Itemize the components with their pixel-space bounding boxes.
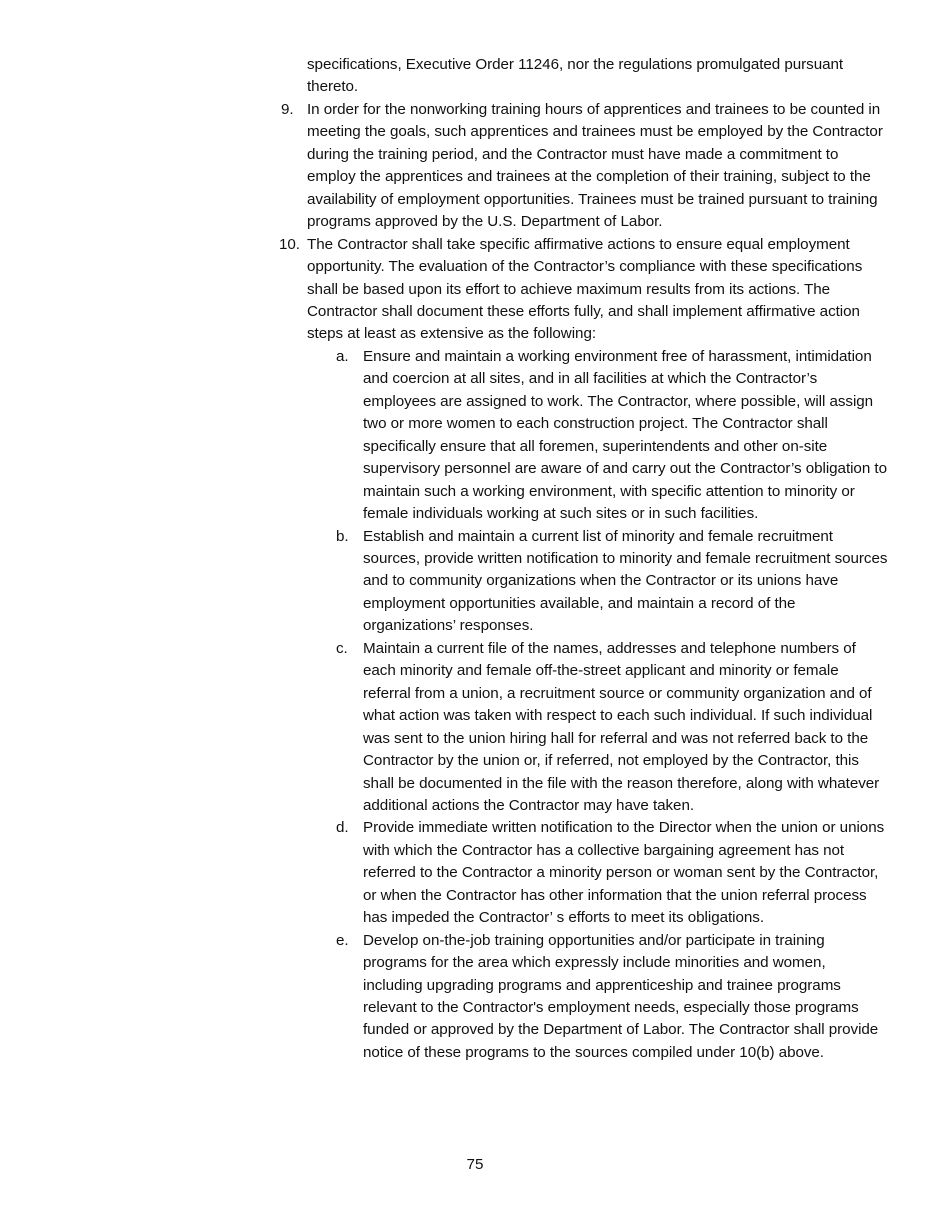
item-number: 9. — [281, 100, 294, 118]
document-body — [279, 54, 889, 1064]
sub-item-e — [279, 930, 889, 1065]
page-number: 75 — [466, 1156, 484, 1173]
sub-item-text: Provide immediate written notification to the Director when the union or unions with which the Contractor has a collective bargaining agreement has not referred to the Contractor a minority person or woman sent by the Contractor, or when the Contractor has other information that the union referral process has impeded the Contractor’ s efforts to meet its obligations. — [363, 819, 885, 927]
sub-item-c — [279, 638, 889, 818]
sub-item-letter: a. — [336, 347, 349, 365]
sub-item-text: Establish and maintain a current list of minority and female recruitment sources, provide written notification to minority and female recruitment sources and to community organizations when the Contractor or its unions have employment opportunities available, and maintain a record of the organizations’ responses. — [363, 527, 888, 635]
item-text: The Contractor shall take specific affirmative actions to ensure equal employment opportunity. The evaluation of the Contractor’s compliance with these specifications shall be based upon its effort to achieve maximum results from its actions. The Contractor shall document these efforts fully, and shall implement affirmative action steps at least as extensive as the following: — [307, 235, 863, 343]
item-text: In order for the nonworking training hours of apprentices and trainees to be counted in meeting the goals, such apprentices and trainees must be employed by the Contractor during the training period, and the Contractor must have made a commitment to employ the apprentices and trainees at the completion of their training, subject to the availability of employment opportunities. Trainees must be trained pursuant to training programs approved by the U.S. Department of Labor. — [307, 100, 883, 231]
sub-item-letter: d. — [336, 819, 349, 837]
sub-item-text: Maintain a current file of the names, addresses and telephone numbers of each minority and female off-the-street applicant and minority or female referral from a union, a recruitment source or community organization and of what action was taken with respect to each such individual. If such individual was sent to the union hiring hall for referral and was not referred back to the Contractor by the union or, if referred, not employed by the Contractor, this shall be documented in the file with the reason therefore, along with whatever additional actions the Contractor may have taken. — [363, 639, 880, 814]
sub-item-b — [279, 526, 889, 638]
continuation-paragraph: specifications, Executive Order 11246, nor the regulations promulgated pursuant thereto. — [307, 56, 844, 96]
sub-item-letter: b. — [336, 527, 349, 545]
sub-item-letter: e. — [336, 931, 349, 949]
sub-item-text: Develop on-the-job training opportunities and/or participate in training programs for the area which expressly include minorities and women, including upgrading programs and apprenticeship and trainee programs relevant to the Contractor's employment needs, especially those programs funded or approved by the Department of Labor. The Contractor shall provide notice of these programs to the sources compiled under 10(b) above. — [363, 931, 879, 1061]
sub-item-d — [279, 817, 889, 929]
item-number: 10. — [279, 235, 300, 253]
sub-item-a — [279, 346, 889, 526]
list-item-9 — [279, 99, 889, 234]
list-item-10 — [279, 234, 889, 346]
sub-item-letter: c. — [336, 639, 348, 657]
sub-item-text: Ensure and maintain a working environment free of harassment, intimidation and coercion at all sites, and in all facilities at which the Contractor’s employees are assigned to work. The Contractor, where possible, will assign two or more women to each construction project. The Contractor shall specifically ensure that all foremen, superintendents and other on-site supervisory personnel are aware of and carry out the Contractor’s obligation to maintain such a working environment, with specific attention to minority or female individuals working at such sites or in such facilities. — [363, 347, 887, 523]
